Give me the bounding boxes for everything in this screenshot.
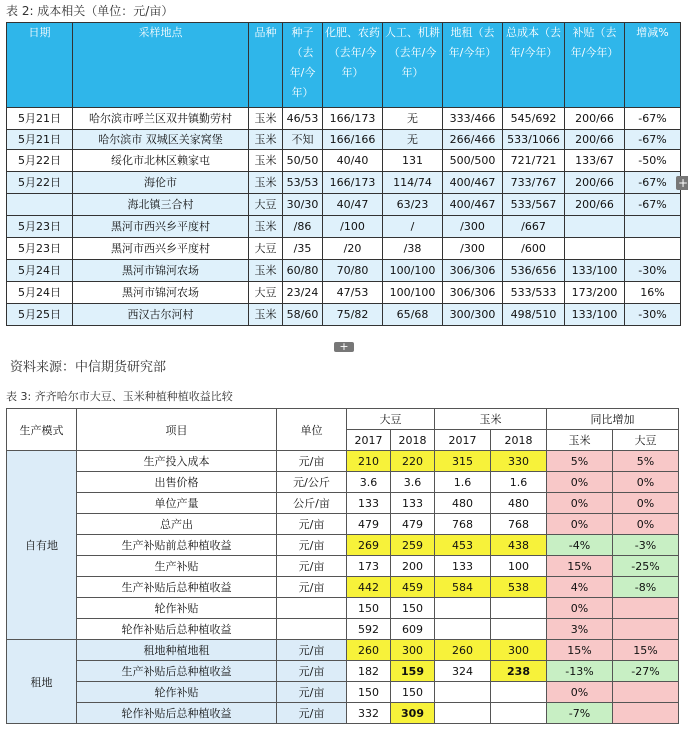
- cell-rent: 400/467: [443, 194, 503, 216]
- header-seed: 种子（去年/今年）: [283, 23, 323, 108]
- cell-subsidy: 200/66: [565, 130, 625, 150]
- cell-subsidy: 133/100: [565, 304, 625, 326]
- cell-s17: 332: [347, 703, 391, 724]
- cell-subsidy: 173/200: [565, 282, 625, 304]
- cell-subsidy: 133/67: [565, 150, 625, 172]
- cell-variety: 玉米: [249, 260, 283, 282]
- cell-rent: 500/500: [443, 150, 503, 172]
- cell-unit: 元/亩: [277, 556, 347, 577]
- cell-location: 黑河市锦河农场: [73, 260, 249, 282]
- header-total-cost: 总成本（去年/今年）: [503, 23, 565, 108]
- cell-variety: 玉米: [249, 108, 283, 130]
- header-yoy-corn: 玉米: [547, 430, 613, 451]
- cell-seed: 不知: [283, 130, 323, 150]
- cell-s17: 150: [347, 682, 391, 703]
- cell-s17: 3.6: [347, 472, 391, 493]
- cell-item: 租地种植地租: [77, 640, 277, 661]
- table-row: [7, 640, 679, 661]
- cell-labor: 65/68: [383, 304, 443, 326]
- cell-location: 西汉古尔河村: [73, 304, 249, 326]
- cell-yc: 15%: [547, 640, 613, 661]
- cell-date: 5月23日: [7, 238, 73, 260]
- cell-yc: 0%: [547, 493, 613, 514]
- header-corn: 玉米: [435, 409, 547, 430]
- cell-seed: 30/30: [283, 194, 323, 216]
- cell-fertilizer: 166/166: [323, 130, 383, 150]
- cell-item: 生产投入成本: [77, 451, 277, 472]
- cell-unit: 公斤/亩: [277, 493, 347, 514]
- header-soy-2017: 2017: [347, 430, 391, 451]
- cell-location: 黑河市西兴乡平度村: [73, 238, 249, 260]
- table-row: [7, 172, 681, 194]
- cell-c17: 324: [435, 661, 491, 682]
- cell-item: 生产补贴后总种植收益: [77, 661, 277, 682]
- cell-ys: 0%: [613, 493, 679, 514]
- cell-rent: 400/467: [443, 172, 503, 194]
- cell-c18: 330: [491, 451, 547, 472]
- cell-fertilizer: 40/40: [323, 150, 383, 172]
- cell-ys: -25%: [613, 556, 679, 577]
- cell-fertilizer: 40/47: [323, 194, 383, 216]
- cell-item: 总产出: [77, 514, 277, 535]
- cell-subsidy: 200/66: [565, 108, 625, 130]
- cell-fertilizer: 75/82: [323, 304, 383, 326]
- cell-item: 轮作补贴后总种植收益: [77, 703, 277, 724]
- cell-date: 5月25日: [7, 304, 73, 326]
- cell-s17: 133: [347, 493, 391, 514]
- cell-s18: 479: [391, 514, 435, 535]
- table-row: [7, 577, 679, 598]
- cell-subsidy: [565, 238, 625, 260]
- cell-c17: 584: [435, 577, 491, 598]
- cell-rent: 266/466: [443, 130, 503, 150]
- cell-s17: 442: [347, 577, 391, 598]
- cell-change: [625, 238, 681, 260]
- cell-change: -50%: [625, 150, 681, 172]
- cell-s18: 200: [391, 556, 435, 577]
- cell-total-cost: 536/656: [503, 260, 565, 282]
- cell-c17: 768: [435, 514, 491, 535]
- header-fertilizer: 化肥、农药（去年/今年）: [323, 23, 383, 108]
- cell-s18: 459: [391, 577, 435, 598]
- cell-yc: 4%: [547, 577, 613, 598]
- table-row: [7, 451, 679, 472]
- cell-change: -67%: [625, 130, 681, 150]
- cell-s17: 173: [347, 556, 391, 577]
- cell-labor: 无: [383, 130, 443, 150]
- cell-change: -67%: [625, 194, 681, 216]
- cell-ys: -3%: [613, 535, 679, 556]
- cell-total-cost: 533/567: [503, 194, 565, 216]
- cell-ys: 5%: [613, 451, 679, 472]
- cell-unit: 元/亩: [277, 703, 347, 724]
- table-row: [7, 150, 681, 172]
- cell-item: 轮作补贴: [77, 682, 277, 703]
- cell-c18: [491, 598, 547, 619]
- header-location: 采样地点: [73, 23, 249, 108]
- cell-unit: 元/亩: [277, 640, 347, 661]
- cell-s17: 210: [347, 451, 391, 472]
- table-row: [7, 703, 679, 724]
- cell-seed: 60/80: [283, 260, 323, 282]
- source-note: 资料来源：中信期货研究部: [10, 360, 167, 375]
- cell-item: 出售价格: [77, 472, 277, 493]
- cell-ys: [613, 598, 679, 619]
- table3-caption: 表 3: 齐齐哈尔市大豆、玉米种植种植收益比较: [6, 390, 233, 403]
- cell-item: 生产补贴后总种植收益: [77, 577, 277, 598]
- cell-total-cost: 498/510: [503, 304, 565, 326]
- cell-subsidy: 200/66: [565, 194, 625, 216]
- table-row: [7, 238, 681, 260]
- cell-yc: -4%: [547, 535, 613, 556]
- cell-ys: -8%: [613, 577, 679, 598]
- cell-s17: 269: [347, 535, 391, 556]
- cell-fertilizer: /20: [323, 238, 383, 260]
- cell-rent: /300: [443, 216, 503, 238]
- header-soy: 大豆: [347, 409, 435, 430]
- cell-c18: 300: [491, 640, 547, 661]
- cell-c18: 238: [491, 661, 547, 682]
- header-variety: 品种: [249, 23, 283, 108]
- cell-variety: 大豆: [249, 282, 283, 304]
- cell-variety: 玉米: [249, 130, 283, 150]
- cell-seed: /86: [283, 216, 323, 238]
- cell-s17: 150: [347, 598, 391, 619]
- table-row: [7, 108, 681, 130]
- group-rented-land: 租地: [7, 640, 77, 724]
- header-change: 增减%: [625, 23, 681, 108]
- cell-date: 5月22日: [7, 172, 73, 194]
- cell-unit: [277, 598, 347, 619]
- cell-total-cost: /667: [503, 216, 565, 238]
- table-row: [7, 472, 679, 493]
- cell-c17: [435, 619, 491, 640]
- cell-seed: 58/60: [283, 304, 323, 326]
- cell-unit: 元/亩: [277, 682, 347, 703]
- cell-item: 生产补贴前总种植收益: [77, 535, 277, 556]
- header-corn-2017: 2017: [435, 430, 491, 451]
- cell-unit: 元/亩: [277, 514, 347, 535]
- cell-ys: 0%: [613, 514, 679, 535]
- table-row: [7, 556, 679, 577]
- cell-item: 轮作补贴后总种植收益: [77, 619, 277, 640]
- cell-location: 哈尔滨市呼兰区双井镇勤劳村: [73, 108, 249, 130]
- cell-change: -67%: [625, 172, 681, 194]
- cell-yc: 3%: [547, 619, 613, 640]
- cell-ys: [613, 619, 679, 640]
- cell-s18: 3.6: [391, 472, 435, 493]
- cell-s17: 182: [347, 661, 391, 682]
- cell-s18: 609: [391, 619, 435, 640]
- cell-yc: 0%: [547, 682, 613, 703]
- income-comparison-table: [6, 408, 679, 724]
- cell-s18: 259: [391, 535, 435, 556]
- cell-date: 5月21日: [7, 108, 73, 130]
- cell-change: -30%: [625, 260, 681, 282]
- table-row: [7, 493, 679, 514]
- cell-c17: [435, 682, 491, 703]
- cell-seed: 53/53: [283, 172, 323, 194]
- table-row: [7, 282, 681, 304]
- cell-change: -67%: [625, 108, 681, 130]
- cell-item: 单位产量: [77, 493, 277, 514]
- cell-s17: 592: [347, 619, 391, 640]
- table-row: [7, 304, 681, 326]
- cell-yc: -13%: [547, 661, 613, 682]
- cell-labor: 114/74: [383, 172, 443, 194]
- header-labor: 人工、机耕（去年/今年）: [383, 23, 443, 108]
- cell-location: 海北镇三合村: [73, 194, 249, 216]
- cell-yc: 5%: [547, 451, 613, 472]
- cell-c17: 480: [435, 493, 491, 514]
- cell-c18: 438: [491, 535, 547, 556]
- cell-c17: [435, 703, 491, 724]
- cell-unit: 元/亩: [277, 577, 347, 598]
- cell-s18: 220: [391, 451, 435, 472]
- header-rent: 地租（去年/今年）: [443, 23, 503, 108]
- cell-c18: [491, 682, 547, 703]
- table-row: [7, 535, 679, 556]
- header-soy-2018: 2018: [391, 430, 435, 451]
- table2-header-row: [7, 23, 681, 108]
- cell-ys: [613, 682, 679, 703]
- table-row: [7, 130, 681, 150]
- cell-labor: /38: [383, 238, 443, 260]
- cell-subsidy: [565, 216, 625, 238]
- cell-subsidy: 133/100: [565, 260, 625, 282]
- cell-fertilizer: 70/80: [323, 260, 383, 282]
- cell-location: 海伦市: [73, 172, 249, 194]
- cell-c17: 453: [435, 535, 491, 556]
- table-row: [7, 682, 679, 703]
- cell-seed: 23/24: [283, 282, 323, 304]
- cell-variety: 玉米: [249, 150, 283, 172]
- cell-total-cost: 545/692: [503, 108, 565, 130]
- cell-yc: -7%: [547, 703, 613, 724]
- cell-c18: 480: [491, 493, 547, 514]
- cell-labor: 无: [383, 108, 443, 130]
- cell-total-cost: 733/767: [503, 172, 565, 194]
- cell-date: [7, 194, 73, 216]
- cell-total-cost: 533/1066: [503, 130, 565, 150]
- table-row: [7, 661, 679, 682]
- cell-change: 16%: [625, 282, 681, 304]
- cell-item: 生产补贴: [77, 556, 277, 577]
- cell-yc: 0%: [547, 472, 613, 493]
- cell-c17: 260: [435, 640, 491, 661]
- cell-variety: 大豆: [249, 194, 283, 216]
- cell-seed: 50/50: [283, 150, 323, 172]
- cell-location: 黑河市西兴乡平度村: [73, 216, 249, 238]
- cell-s18: 159: [391, 661, 435, 682]
- cell-yc: 0%: [547, 514, 613, 535]
- cell-s18: 133: [391, 493, 435, 514]
- table2-caption: 表 2: 成本相关（单位：元/亩）: [6, 4, 174, 18]
- cell-s18: 150: [391, 682, 435, 703]
- group-own-land: 自有地: [7, 451, 77, 640]
- cell-subsidy: 200/66: [565, 172, 625, 194]
- cell-c17: 1.6: [435, 472, 491, 493]
- cell-yc: 0%: [547, 598, 613, 619]
- header-corn-2018: 2018: [491, 430, 547, 451]
- cell-item: 轮作补贴: [77, 598, 277, 619]
- table-row: [7, 260, 681, 282]
- cell-c18: 768: [491, 514, 547, 535]
- header-date: 日期: [7, 23, 73, 108]
- cell-c18: [491, 703, 547, 724]
- cell-seed: /35: [283, 238, 323, 260]
- cell-labor: /: [383, 216, 443, 238]
- cell-s17: 260: [347, 640, 391, 661]
- cell-s18: 309: [391, 703, 435, 724]
- cost-table: [6, 22, 681, 326]
- table-row: [7, 514, 679, 535]
- table-row: [7, 216, 681, 238]
- cell-rent: 306/306: [443, 282, 503, 304]
- cell-c18: 538: [491, 577, 547, 598]
- cell-date: 5月21日: [7, 130, 73, 150]
- cell-variety: 玉米: [249, 172, 283, 194]
- cell-ys: 15%: [613, 640, 679, 661]
- cell-date: 5月24日: [7, 282, 73, 304]
- cell-s18: 300: [391, 640, 435, 661]
- cell-rent: 306/306: [443, 260, 503, 282]
- cell-rent: 300/300: [443, 304, 503, 326]
- cell-unit: 元/亩: [277, 451, 347, 472]
- cell-c17: 133: [435, 556, 491, 577]
- header-yoy: 同比增加: [547, 409, 679, 430]
- cell-location: 绥化市北林区赖家屯: [73, 150, 249, 172]
- table-resize-handle-bottom[interactable]: +: [334, 342, 354, 352]
- cell-rent: 333/466: [443, 108, 503, 130]
- cell-date: 5月22日: [7, 150, 73, 172]
- cell-s17: 479: [347, 514, 391, 535]
- cell-labor: 100/100: [383, 260, 443, 282]
- table-row: [7, 194, 681, 216]
- cell-location: 黑河市锦河农场: [73, 282, 249, 304]
- cell-c18: [491, 619, 547, 640]
- cell-ys: -27%: [613, 661, 679, 682]
- cell-date: 5月23日: [7, 216, 73, 238]
- cell-c18: 100: [491, 556, 547, 577]
- cell-change: -30%: [625, 304, 681, 326]
- cell-ys: 0%: [613, 472, 679, 493]
- cell-variety: 玉米: [249, 216, 283, 238]
- cell-ys: [613, 703, 679, 724]
- header-yoy-soy: 大豆: [613, 430, 679, 451]
- table-row: [7, 598, 679, 619]
- table-resize-handle-right[interactable]: +: [677, 176, 688, 190]
- cell-yc: 15%: [547, 556, 613, 577]
- cell-labor: 131: [383, 150, 443, 172]
- cell-change: [625, 216, 681, 238]
- cell-unit: 元/亩: [277, 535, 347, 556]
- cell-c17: 315: [435, 451, 491, 472]
- cell-c17: [435, 598, 491, 619]
- cell-date: 5月24日: [7, 260, 73, 282]
- cell-total-cost: 533/533: [503, 282, 565, 304]
- cell-fertilizer: /100: [323, 216, 383, 238]
- cell-fertilizer: 166/173: [323, 172, 383, 194]
- cell-unit: 元/亩: [277, 661, 347, 682]
- header-subsidy: 补贴（去年/今年）: [565, 23, 625, 108]
- header-mode: 生产模式: [7, 409, 77, 451]
- cell-s18: 150: [391, 598, 435, 619]
- header-unit: 单位: [277, 409, 347, 451]
- cell-total-cost: /600: [503, 238, 565, 260]
- cell-labor: 63/23: [383, 194, 443, 216]
- cell-seed: 46/53: [283, 108, 323, 130]
- header-item: 项目: [77, 409, 277, 451]
- cell-variety: 大豆: [249, 238, 283, 260]
- cell-unit: 元/公斤: [277, 472, 347, 493]
- cell-fertilizer: 47/53: [323, 282, 383, 304]
- cell-c18: 1.6: [491, 472, 547, 493]
- cell-rent: /300: [443, 238, 503, 260]
- cell-unit: [277, 619, 347, 640]
- cell-location: 哈尔滨市 双城区关家窝堡: [73, 130, 249, 150]
- cell-fertilizer: 166/173: [323, 108, 383, 130]
- cell-variety: 玉米: [249, 304, 283, 326]
- cell-total-cost: 721/721: [503, 150, 565, 172]
- table-row: [7, 619, 679, 640]
- cell-labor: 100/100: [383, 282, 443, 304]
